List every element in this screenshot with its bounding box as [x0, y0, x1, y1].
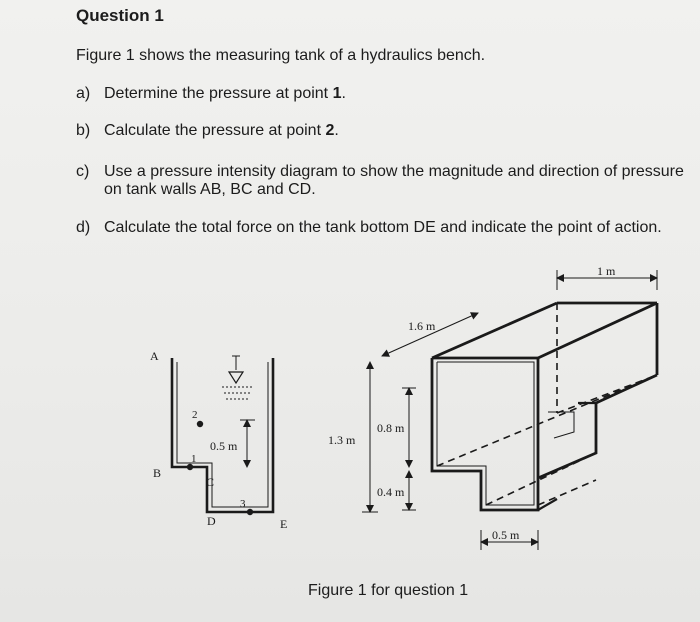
- dim-1m-label: 1 m: [597, 264, 616, 278]
- point-2-marker: [197, 421, 203, 427]
- isometric-tank-diagram: [328, 264, 657, 550]
- label-B: B: [153, 466, 162, 480]
- question-a-point: 1: [332, 85, 342, 102]
- question-heading: Question 1: [76, 6, 164, 25]
- question-b-point: 2: [325, 122, 335, 139]
- label-point-2: 2: [192, 409, 198, 421]
- question-b-text: Calculate the pressure at point: [104, 122, 326, 139]
- point-3-marker: [247, 509, 253, 515]
- dim-04m-label: 0.4 m: [377, 485, 405, 499]
- label-point-1: 1: [191, 453, 197, 465]
- label-C: C: [206, 475, 215, 489]
- question-a-label: a): [76, 85, 91, 102]
- question-d-text: Calculate the total force on the tank bottom DE and indicate the point of action.: [104, 219, 662, 236]
- label-D: D: [207, 514, 216, 528]
- question-d-label: d): [76, 219, 91, 236]
- dim-05m-label: 0.5 m: [492, 528, 520, 542]
- dim-13m-label: 1.3 m: [328, 433, 356, 447]
- label-A: A: [150, 349, 159, 363]
- question-c-label: c): [76, 163, 90, 180]
- figure-caption: Figure 1 for question 1: [308, 582, 469, 599]
- label-point-3: 3: [240, 498, 246, 510]
- free-surface-symbol: [222, 356, 252, 399]
- left-dim-05-label: 0.5 m: [210, 439, 238, 453]
- tank-wall-inner: [177, 362, 268, 507]
- side-section-diagram: [150, 349, 287, 531]
- question-a-text: Determine the pressure at point: [104, 85, 333, 102]
- question-a-tail: .: [341, 85, 346, 102]
- question-b-tail: .: [334, 122, 339, 139]
- dim-08m-label: 0.8 m: [377, 421, 405, 435]
- dim-16m-label: 1.6 m: [408, 319, 436, 333]
- tank-wall-outline: [172, 358, 273, 512]
- question-b-label: b): [76, 122, 91, 139]
- question-c-line2: on tank walls AB, BC and CD.: [104, 181, 316, 198]
- intro-text: Figure 1 shows the measuring tank of a hydraulics bench.: [76, 47, 486, 64]
- question-c-line1: Use a pressure intensity diagram to show the magnitude and direction of pressure: [104, 163, 684, 180]
- label-E: E: [280, 517, 288, 531]
